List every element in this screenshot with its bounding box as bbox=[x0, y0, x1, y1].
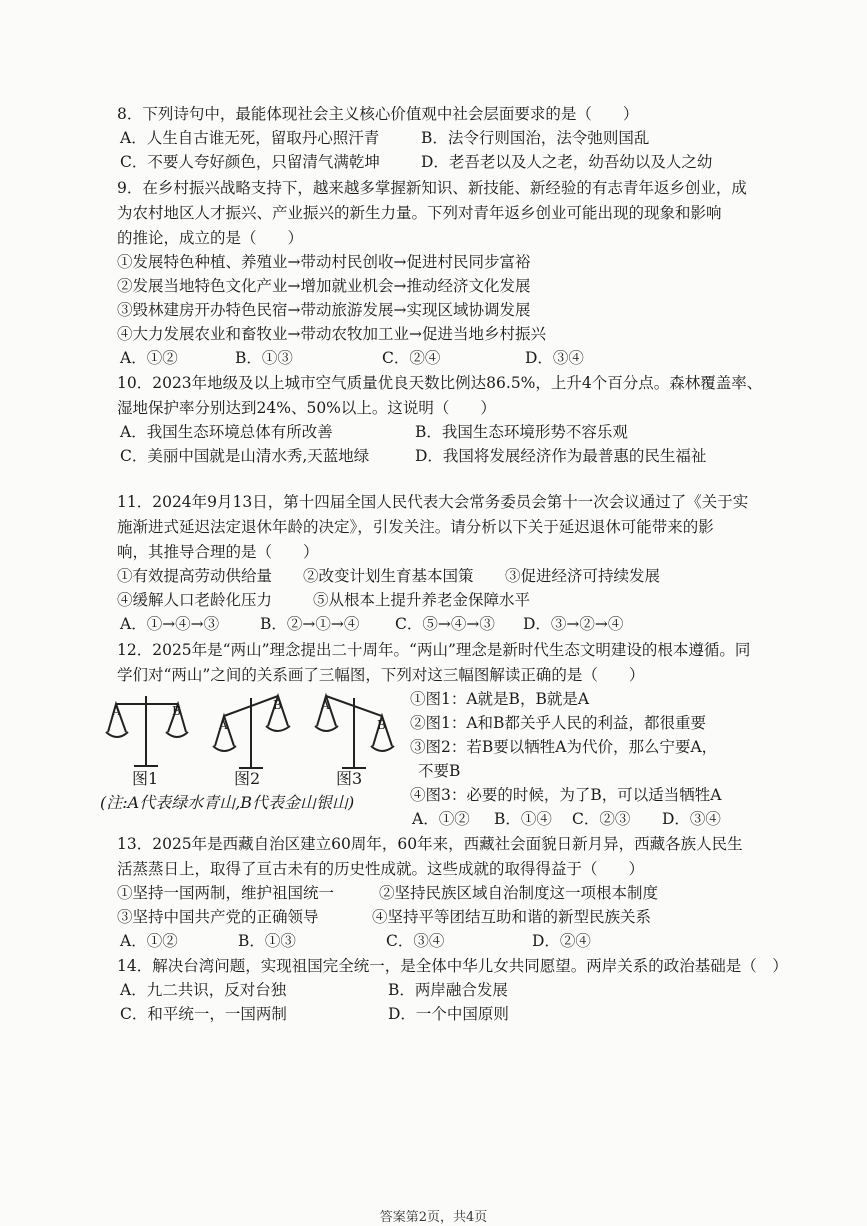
q13-item: ④坚持平等团结互助和谐的新型民族关系 bbox=[372, 908, 652, 926]
q13-stem-line: 13．2025年是西藏自治区建立60周年，60年来，西藏社会面貌日新月异，西藏各族人民生 bbox=[117, 835, 743, 853]
q11-stem-line: 11．2024年9月13日，第十四届全国人民代表大会常务委员会第十一次会议通过了《关于实 bbox=[117, 493, 749, 511]
q14-stem: 14．解决台湾问题，实现祖国完全统一，是全体中华儿女共同愿望。两岸关系的政治基础是（ ） bbox=[117, 957, 788, 975]
pan-label-a: A bbox=[219, 718, 228, 732]
q13-item: ②坚持民族区域自治制度这一项根本制度 bbox=[379, 884, 659, 902]
q11-item: ②改变计划生育基本国策 bbox=[303, 567, 474, 585]
q11-item: ④缓解人口老龄化压力 bbox=[117, 591, 273, 609]
q9-item: ④大力发展农业和畜牧业→带动农牧加工业→促进当地乡村振兴 bbox=[117, 325, 546, 343]
q12-option-b: B．①④ bbox=[494, 810, 552, 828]
q9-option-d: D．③④ bbox=[525, 349, 584, 367]
figure-caption-1: 图1 bbox=[132, 769, 159, 788]
pan-label-a: A bbox=[112, 704, 121, 718]
pan-label-b: B bbox=[172, 704, 181, 718]
q10-stem-line: 10．2023年地级及以上城市空气质量优良天数比例达86.5%，上升4个百分点。森林覆盖率、 bbox=[117, 374, 763, 392]
pan-label-a: A bbox=[321, 698, 330, 712]
q12-stem-line: 12．2025年是“两山”理念提出二十周年。“两山”理念是新时代生态文明建设的根本遵循。同 bbox=[117, 641, 751, 659]
q14-option-a: A．九二共识，反对台独 bbox=[120, 981, 287, 999]
q8-option-d: D．老吾老以及人之老，幼吾幼以及人之幼 bbox=[421, 153, 713, 171]
figure-caption-3: 图3 bbox=[336, 769, 363, 788]
q12-item: 不要B bbox=[418, 762, 461, 780]
q11-option-b: B．②→①→④ bbox=[260, 615, 360, 633]
q11-item: ③促进经济可持续发展 bbox=[505, 567, 661, 585]
q11-option-d: D．③→②→④ bbox=[523, 615, 624, 633]
q9-option-b: B．①③ bbox=[235, 349, 293, 367]
two-mountains-figures bbox=[96, 688, 406, 838]
q12-option-c: C．②③ bbox=[572, 810, 631, 828]
q10-stem-line: 湿地保护率分别达到24%、50%以上。这说明（ ） bbox=[117, 399, 496, 417]
q12-option-a: A．①② bbox=[412, 810, 470, 828]
q10-option-d: D．我国将发展经济作为最普惠的民生福祉 bbox=[415, 447, 707, 465]
q13-stem-line: 活蒸蒸日上，取得了亘古未有的历史性成就。这些成就的取得得益于（ ） bbox=[117, 860, 645, 878]
q9-option-a: A．①② bbox=[120, 349, 178, 367]
q14-option-b: B．两岸融合发展 bbox=[388, 981, 508, 999]
q12-item: ①图1：A就是B，B就是A bbox=[410, 690, 590, 708]
q9-item: ③毁林建房开办特色民宿→带动旅游发展→实现区域协调发展 bbox=[117, 301, 531, 319]
q13-item: ①坚持一国两制，维护祖国统一 bbox=[117, 884, 335, 902]
q8-option-b: B．法令行则国治，法令弛则国乱 bbox=[421, 129, 650, 147]
q9-option-c: C．②④ bbox=[382, 349, 441, 367]
pan-label-b: B bbox=[377, 718, 386, 732]
q13-option-c: C．③④ bbox=[386, 932, 445, 950]
q9-item: ①发展特色种植、养殖业→带动村民创收→促进村民同步富裕 bbox=[117, 253, 531, 271]
q9-stem-line: 为农村地区人才振兴、产业振兴的新生力量。下列对青年返乡创业可能出现的现象和影响 bbox=[117, 204, 722, 222]
q11-option-a: A．①→④→③ bbox=[120, 615, 220, 633]
q8-option-a: A．人生自古谁无死，留取丹心照汗青 bbox=[120, 129, 380, 147]
q10-option-b: B．我国生态环境形势不容乐观 bbox=[415, 423, 628, 441]
q13-item: ③坚持中国共产党的正确领导 bbox=[117, 908, 319, 926]
q8-option-c: C．不要人夸好颜色，只留清气满乾坤 bbox=[120, 153, 380, 171]
q12-stem-line: 学们对“两山”之间的关系画了三幅图，下列对这三幅图解读正确的是（ ） bbox=[117, 666, 645, 684]
q11-option-c: C．⑤→④→③ bbox=[395, 615, 495, 633]
q11-item: ⑤从根本上提升养老金保障水平 bbox=[313, 591, 531, 609]
q12-option-d: D．③④ bbox=[662, 810, 721, 828]
figure-note: (注:A代表绿水青山,B代表金山银山) bbox=[100, 793, 355, 812]
q11-stem-line: 响，其推导合理的是（ ） bbox=[117, 543, 319, 561]
q13-option-b: B．①③ bbox=[238, 932, 296, 950]
q8-stem: 8．下列诗句中，最能体现社会主义核心价值观中社会层面要求的是（ ） bbox=[117, 105, 639, 123]
q10-option-a: A．我国生态环境总体有所改善 bbox=[120, 423, 333, 441]
q10-option-c: C．美丽中国就是山清水秀,天蓝地绿 bbox=[120, 447, 370, 465]
q9-stem-line: 的推论，成立的是（ ） bbox=[117, 229, 304, 247]
q13-option-d: D．②④ bbox=[532, 932, 591, 950]
q13-option-a: A．①② bbox=[120, 932, 178, 950]
pan-label-b: B bbox=[273, 698, 282, 712]
q11-stem-line: 施渐进式延迟法定退休年龄的决定》，引发关注。请分析以下关于延迟退休可能带来的影 bbox=[117, 518, 714, 536]
q9-stem-line: 9．在乡村振兴战略支持下，越来越多掌握新知识、新技能、新经验的有志青年返乡创业，成 bbox=[117, 179, 747, 197]
q12-item: ④图3：必要的时候，为了B，可以适当牺牲A bbox=[410, 786, 722, 804]
page-footer: 答案第2页，共4页 bbox=[379, 1210, 488, 1225]
q12-item: ③图2：若B要以牺牲A为代价，那么宁要A， bbox=[410, 738, 718, 756]
q14-option-c: C．和平统一，一国两制 bbox=[120, 1005, 287, 1023]
q12-item: ②图1：A和B都关乎人民的利益，都很重要 bbox=[410, 714, 706, 732]
q14-option-d: D．一个中国原则 bbox=[388, 1005, 509, 1023]
figure-caption-2: 图2 bbox=[234, 769, 261, 788]
q9-item: ②发展当地特色文化产业→增加就业机会→推动经济文化发展 bbox=[117, 277, 531, 295]
q11-item: ①有效提高劳动供给量 bbox=[117, 567, 273, 585]
